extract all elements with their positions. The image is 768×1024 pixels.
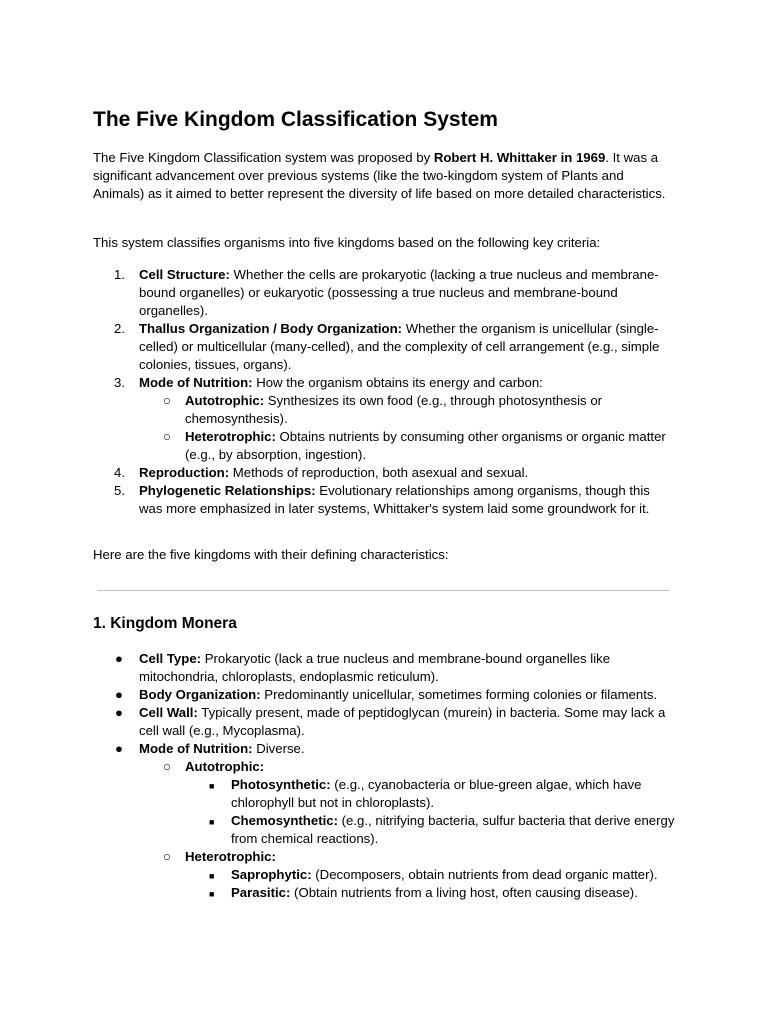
item-label: Parasitic: (231, 885, 291, 900)
item-text: Prokaryotic (lack a true nucleus and membrane-bound organelles like mitochondria, chloroplasts, endoplasmic reticulum). (139, 651, 611, 684)
list-item (115, 704, 679, 740)
item-label: Mode of Nutrition: (139, 741, 253, 756)
criteria-list (114, 266, 669, 518)
list-number: 4. (114, 465, 125, 480)
list-number: 3. (114, 375, 125, 390)
item-text: Methods of reproduction, both asexual and sexual. (229, 465, 529, 480)
item-label: Mode of Nutrition: (139, 375, 253, 390)
item-label: Thallus Organization / Body Organization: (139, 321, 403, 336)
criteria-intro: This system classifies organisms into five kingdoms based on the following key criteria: (93, 235, 601, 250)
bullet-icon: ● (115, 687, 123, 702)
list-number: 1. (114, 267, 125, 282)
intro-paragraph (93, 149, 673, 203)
horizontal-divider (97, 590, 669, 591)
square-bullet-icon: ■ (209, 817, 215, 827)
item-label: Chemosynthetic: (231, 813, 338, 828)
item-label: Cell Structure: (139, 267, 230, 282)
list-item (115, 650, 679, 686)
square-bullet-icon: ■ (209, 889, 215, 899)
item-label: Reproduction: (139, 465, 230, 480)
intro-text-2: . It was a significant advancement over previous systems (like the two-kingdom system of Plants and Animals) as it aimed to better represent the diversity of life based on more detailed characteristics. (93, 150, 666, 201)
section-heading: 1. Kingdom Monera (93, 615, 237, 632)
list-item (209, 812, 679, 848)
list-item (163, 392, 669, 428)
intro-bold: Robert H. Whittaker in 1969 (433, 150, 606, 165)
list-item (114, 320, 669, 374)
item-text: Predominantly unicellular, sometimes forming colonies or filaments. (260, 687, 658, 702)
item-text: Evolutionary relationships among organisms, though this was more emphasized in later systems, Whittaker's system laid some groundwork for it. (139, 483, 650, 516)
hollow-bullet-icon: ○ (163, 393, 171, 408)
page-title: The Five Kingdom Classification System (93, 108, 498, 131)
square-bullet-icon: ■ (209, 871, 215, 881)
item-label: Photosynthetic: (231, 777, 331, 792)
list-number: 5. (114, 483, 125, 498)
monera-list (115, 650, 679, 902)
item-text: Whether the organism is unicellular (single-celled) or multicellular (many-celled), and the complexity of cell arrangement (e.g., simple colonies, tissues, organs). (139, 321, 660, 372)
item-text: Obtains nutrients by consuming other organisms or organic matter (e.g., by absorption, ingestion). (185, 429, 666, 462)
item-label: Autotrophic: (185, 393, 265, 408)
list-number: 2. (114, 321, 125, 336)
item-label: Heterotrophic: (185, 429, 276, 444)
item-text: (Decomposers, obtain nutrients from dead organic matter). (311, 867, 658, 882)
hollow-bullet-icon: ○ (163, 759, 171, 774)
list-item (114, 266, 669, 320)
item-label: Body Organization: (139, 687, 261, 702)
hollow-bullet-icon: ○ (163, 849, 171, 864)
list-item (115, 740, 679, 758)
item-text: How the organism obtains its energy and carbon: (252, 375, 543, 390)
list-item (115, 686, 679, 704)
bullet-icon: ● (115, 705, 123, 720)
item-text: (e.g., cyanobacteria or blue-green algae, which have chlorophyll but not in chloroplasts). (231, 777, 642, 810)
item-text: Diverse. (252, 741, 305, 756)
hollow-bullet-icon: ○ (163, 429, 171, 444)
kingdoms-intro: Here are the five kingdoms with their defining characteristics: (93, 547, 449, 562)
item-text: Synthesizes its own food (e.g., through photosynthesis or chemosynthesis). (185, 393, 603, 426)
list-item (209, 884, 679, 902)
list-item (163, 848, 679, 866)
item-label: Heterotrophic: (185, 849, 276, 864)
item-text: (e.g., nitrifying bacteria, sulfur bacteria that derive energy from chemical reactions). (231, 813, 675, 846)
item-label: Cell Wall: (139, 705, 198, 720)
list-item (209, 776, 679, 812)
list-item (163, 758, 679, 776)
intro-text-1: The Five Kingdom Classification system was proposed by (93, 150, 434, 165)
item-text: Typically present, made of peptidoglycan (murein) in bacteria. Some may lack a cell wall (e.g., Mycoplasma). (139, 705, 666, 738)
list-item (209, 866, 679, 884)
bullet-icon: ● (115, 741, 123, 756)
item-label: Phylogenetic Relationships: (139, 483, 316, 498)
list-item (114, 374, 669, 392)
item-text: Whether the cells are prokaryotic (lacking a true nucleus and membrane-bound organelles) or eukaryotic (possessing a true nucleus and membrane-bound organelles). (139, 267, 659, 318)
list-item (163, 428, 669, 464)
square-bullet-icon: ■ (209, 781, 215, 791)
list-item (114, 482, 669, 518)
item-text: (Obtain nutrients from a living host, often causing disease). (290, 885, 638, 900)
item-label: Cell Type: (139, 651, 202, 666)
item-label: Autotrophic: (185, 759, 265, 774)
item-label: Saprophytic: (231, 867, 312, 882)
bullet-icon: ● (115, 651, 123, 666)
list-item (114, 464, 669, 482)
